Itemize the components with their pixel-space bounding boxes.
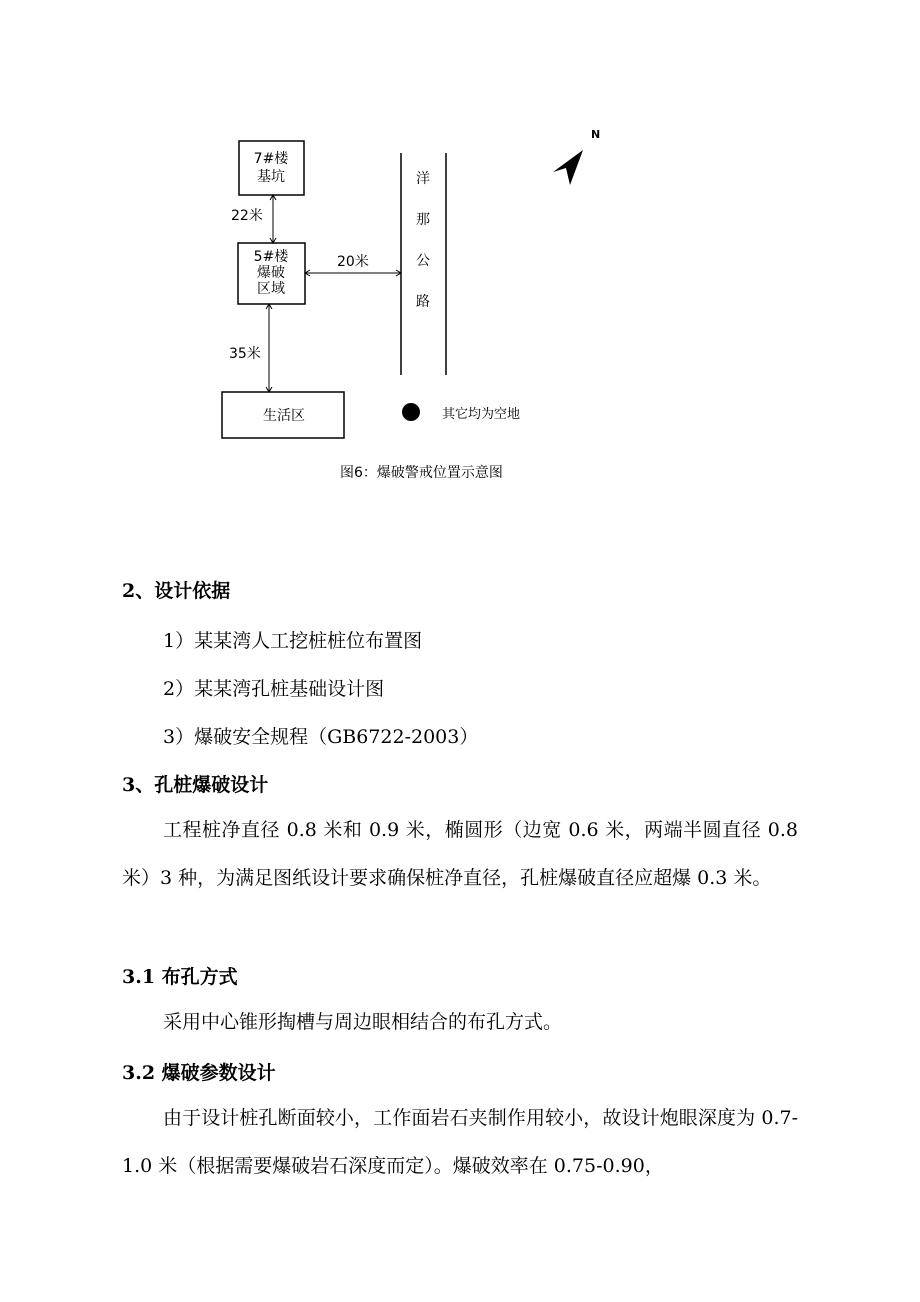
section-2-item-1: 1）某某湾人工挖桩桩位布置图 bbox=[163, 630, 423, 652]
building-7-label-2: 基坑 bbox=[257, 169, 285, 185]
road-char-4: 路 bbox=[416, 294, 430, 310]
section-3-paragraph: 工程桩净直径 0.8 米和 0.9 米，椭圆形（边宽 0.6 米，两端半圆直径 0.8 米）3 种，为满足图纸设计要求确保桩净直径，孔桩爆破直径应超爆 0.3 米。 bbox=[122, 819, 798, 889]
living-area-label: 生活区 bbox=[263, 408, 305, 424]
section-3-1-paragraph: 采用中心锥形掏槽与周边眼相结合的布孔方式。 bbox=[163, 1011, 563, 1033]
legend-label: 其它均为空地 bbox=[442, 407, 521, 422]
section-2-item-3: 3）爆破安全规程（GB6722-2003） bbox=[163, 726, 479, 748]
building-7-label-1: 7#楼 bbox=[253, 151, 289, 167]
legend-dot-icon bbox=[402, 403, 420, 421]
road-char-2: 那 bbox=[416, 212, 430, 228]
blast-area-label-1: 5#楼 bbox=[253, 249, 289, 265]
road-char-1: 洋 bbox=[416, 171, 430, 187]
road-char-3: 公 bbox=[416, 253, 430, 269]
section-2-item-2: 2）某某湾孔桩基础设计图 bbox=[163, 678, 385, 700]
section-3-1-heading: 3.1 布孔方式 bbox=[122, 966, 238, 988]
north-arrow-icon bbox=[553, 150, 583, 185]
section-2-heading: 2、设计依据 bbox=[122, 580, 231, 602]
distance-22-label: 22米 bbox=[231, 208, 263, 224]
section-3-2-paragraph: 由于设计桩孔断面较小，工作面岩石夹制作用较小，故设计炮眼深度为 0.7-1.0 米（根据需要爆破岩石深度而定）。爆破效率在 0.75-0.90， bbox=[122, 1107, 798, 1177]
north-label: N bbox=[591, 128, 601, 141]
section-3-heading: 3、孔桩爆破设计 bbox=[122, 774, 269, 796]
section-3-2-heading: 3.2 爆破参数设计 bbox=[122, 1062, 276, 1084]
building-7-box bbox=[239, 141, 304, 195]
figure-caption: 图6：爆破警戒位置示意图 bbox=[340, 465, 503, 481]
blast-warning-diagram bbox=[0, 0, 920, 500]
diagram-svg bbox=[0, 0, 920, 500]
distance-20-label: 20米 bbox=[337, 254, 369, 270]
blast-area-label-2: 爆破 bbox=[257, 265, 285, 281]
blast-area-label-3: 区域 bbox=[257, 281, 285, 297]
distance-35-label: 35米 bbox=[229, 346, 261, 362]
